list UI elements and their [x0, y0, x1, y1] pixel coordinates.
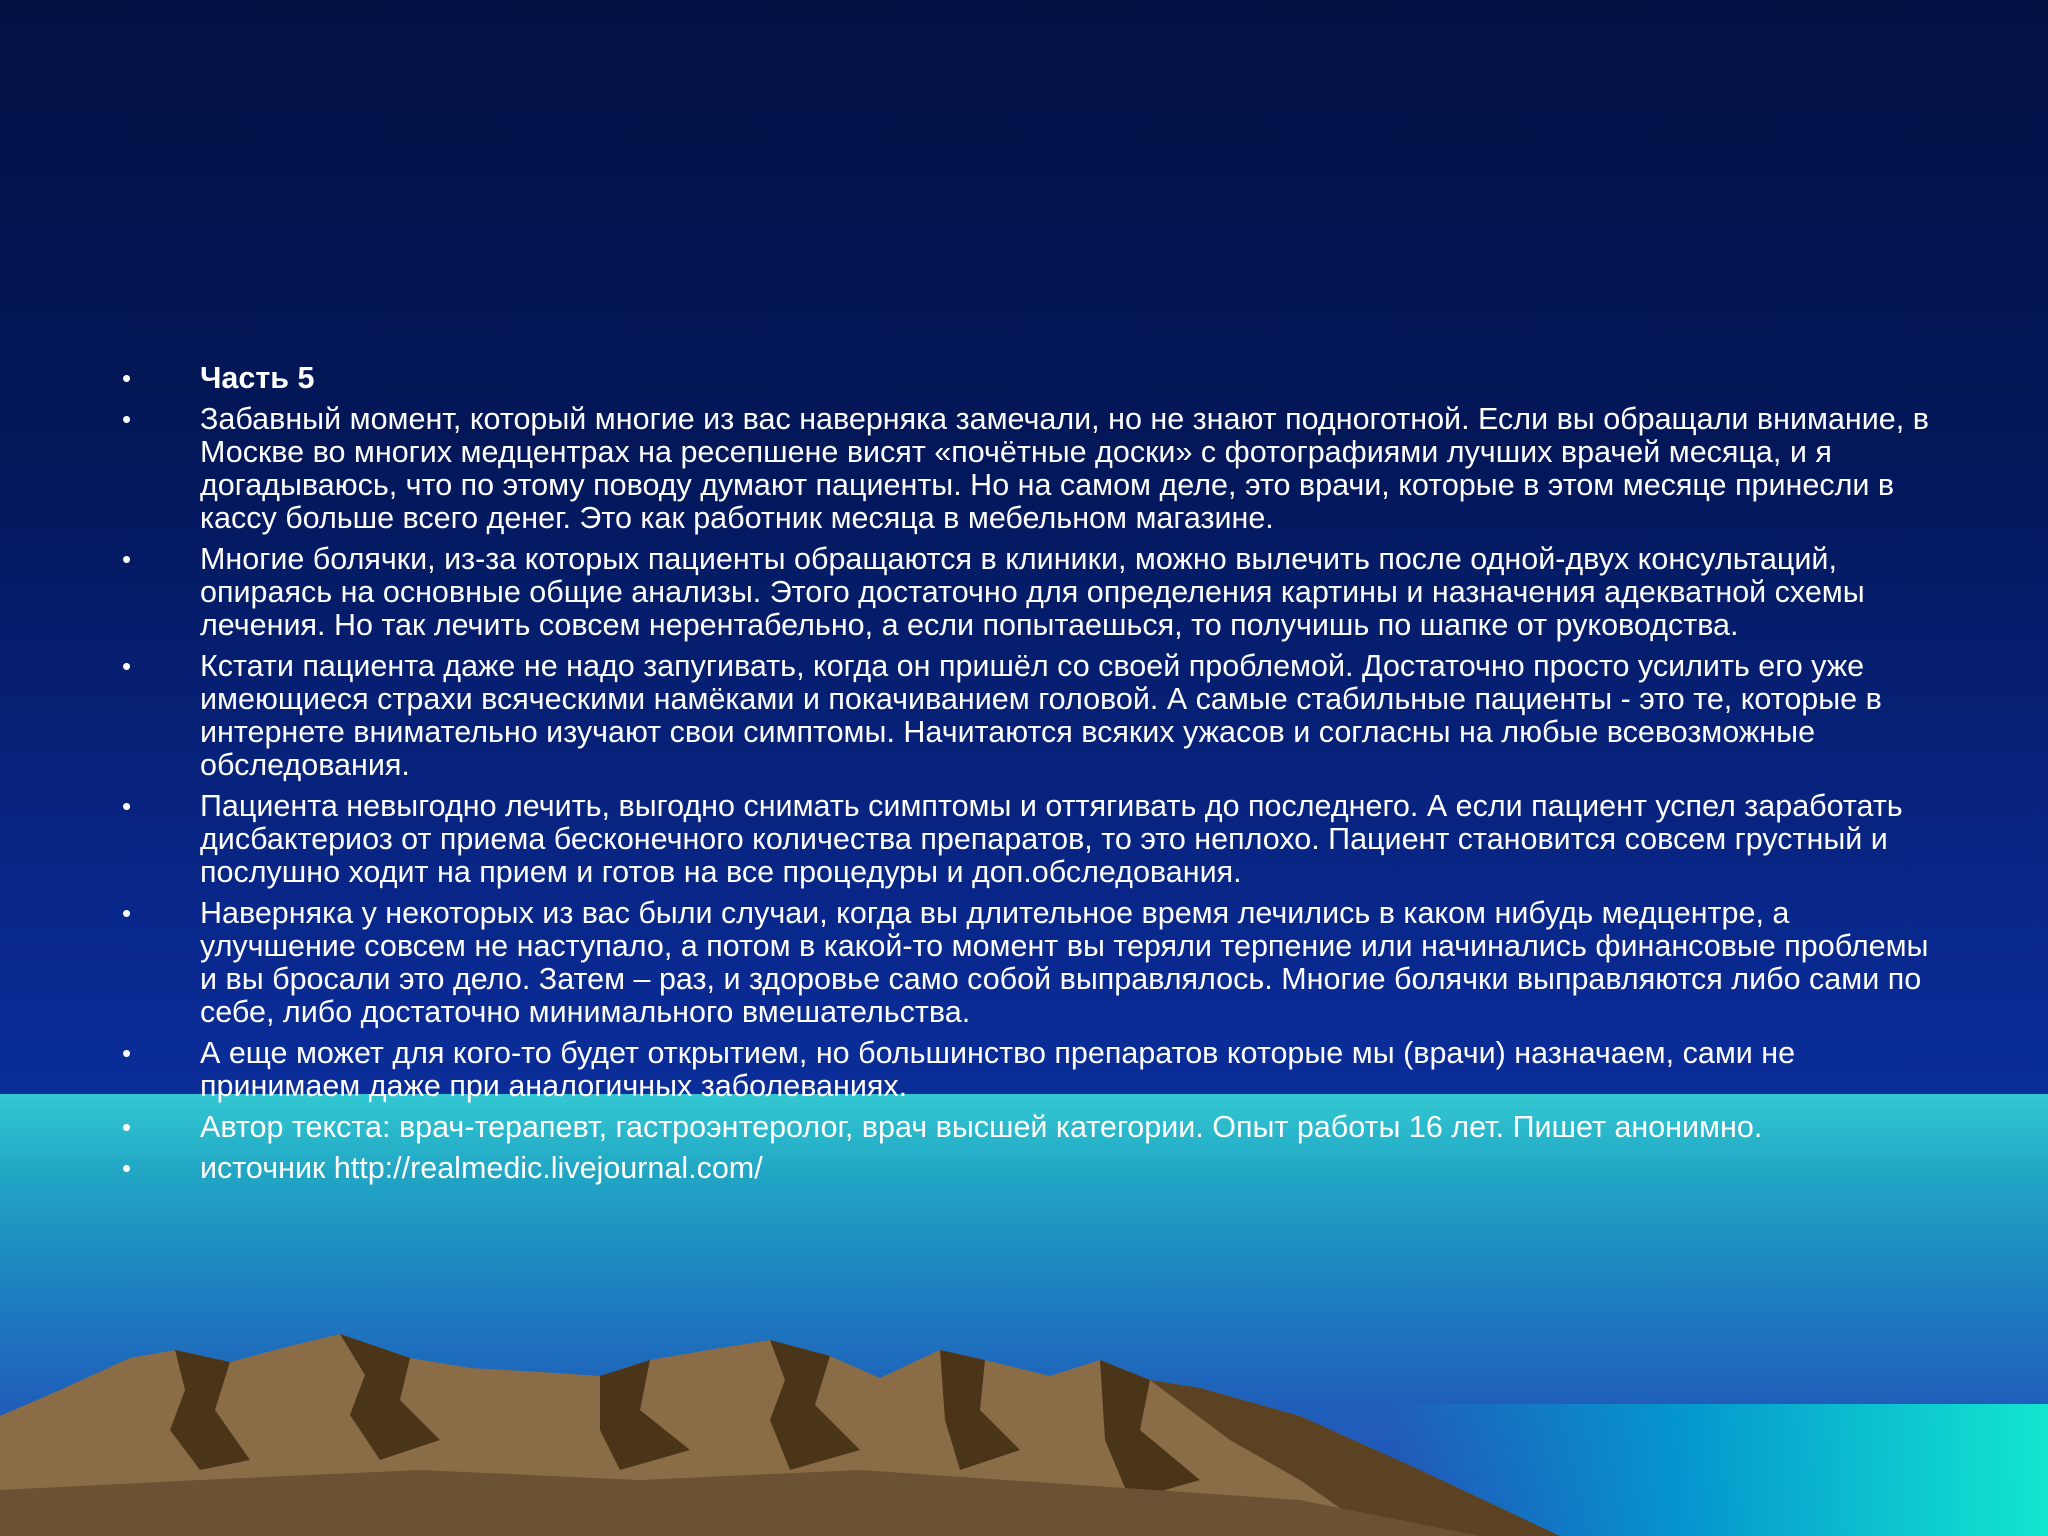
- paragraph-text: Пациента невыгодно лечить, выгодно снимать симптомы и оттягивать до последнего. А если пациент успел заработать дисбактериоз от приема бесконечного количества препаратов, то это неплохо. Пациент становится совсем грустный и послушно ходит на прием и готов на все процедуры и доп.обследования.: [200, 789, 1903, 889]
- bullet-dot: •: [122, 363, 132, 393]
- mountains-illustration: [0, 1320, 2048, 1536]
- bullet-dot: •: [122, 1038, 132, 1068]
- bullet-dot: •: [122, 651, 132, 681]
- bullet-dot: •: [122, 1153, 132, 1183]
- bullet-dot: •: [122, 791, 132, 821]
- bullet-dot: •: [122, 404, 132, 434]
- slide-section-title: Часть 5: [200, 361, 315, 395]
- paragraph-text: Многие болячки, из-за которых пациенты обращаются в клиники, можно вылечить после одной-двух консультаций, опираясь на основные общие анализы. Этого достаточно для определения картины и назначения адекватной схемы лечения. Но так лечить совсем нерентабельно, а если попытаешься, то получишь по шапке от руководства.: [200, 542, 1865, 642]
- source-link-text[interactable]: источник http://realmedic.livejournal.com/: [200, 1151, 763, 1185]
- bullet-dot: •: [122, 544, 132, 574]
- slide-body: [118, 362, 1938, 1193]
- list-item: [118, 403, 1938, 535]
- paragraph-text: Автор текста: врач-терапевт, гастроэнтеролог, врач высшей категории. Опыт работы 16 лет. Пишет анонимно.: [200, 1110, 1763, 1144]
- bullet-dot: •: [122, 1112, 132, 1142]
- list-item: [118, 1111, 1938, 1144]
- list-item: [118, 543, 1938, 642]
- paragraph-text: Забавный момент, который многие из вас наверняка замечали, но не знают подноготной. Если вы обращали внимание, в Москве во многих медцентрах на ресепшене висят «почётные доски» с фотографиями лучших врачей месяца, и я догадываюсь, что по этому поводу думают пациенты. Но на самом деле, это врачи, которые в этом месяце принесли в кассу больше всего денег. Это как работник месяца в мебельном магазине.: [200, 402, 1929, 535]
- paragraph-text: А еще может для кого-то будет открытием, но большинство препаратов которые мы (врачи) назначаем, сами не принимаем даже при аналогичных заболеваниях.: [200, 1036, 1796, 1103]
- paragraph-text: Наверняка у некоторых из вас были случаи, когда вы длительное время лечились в каком нибудь медцентре, а улучшение совсем не наступало, а потом в какой-то момент вы теряли терпение или начинались финансовые проблемы и вы бросали это дело. Затем – раз, и здоровье само собой выправлялось. Многие болячки выправляются либо сами по себе, либо достаточно минимального вмешательства.: [200, 896, 1929, 1029]
- paragraph-text: Кстати пациента даже не надо запугивать, когда он пришёл со своей проблемой. Достаточно просто усилить его уже имеющиеся страхи всяческими намёками и покачиванием головой. А самые стабильные пациенты - это те, которые в интернете внимательно изучают свои симптомы. Начитаются всяких ужасов и согласны на любые всевозможные обследования.: [200, 649, 1882, 782]
- list-item: [118, 1037, 1938, 1103]
- bullet-list: [118, 362, 1938, 1185]
- list-item: [118, 897, 1938, 1029]
- bullet-dot: •: [122, 898, 132, 928]
- list-item: [118, 1152, 1938, 1185]
- list-item-title: [118, 362, 1938, 395]
- list-item: [118, 790, 1938, 889]
- list-item: [118, 650, 1938, 782]
